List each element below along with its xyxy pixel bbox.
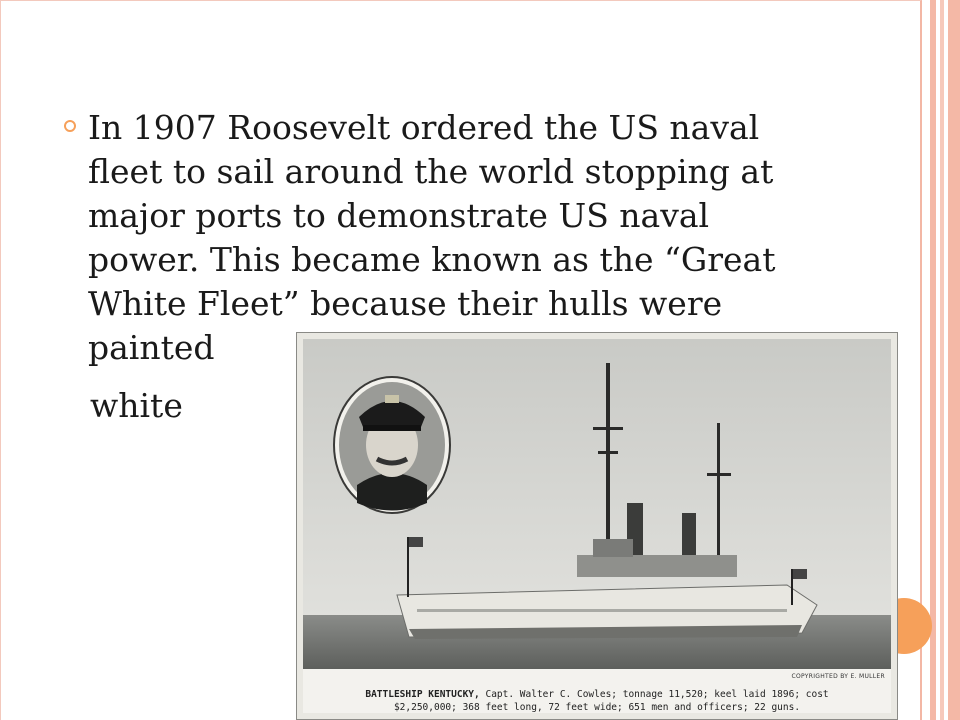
caption-ship-name: BATTLESHIP KENTUCKY,	[365, 689, 480, 700]
bullet-line: painted	[88, 328, 215, 367]
side-band	[930, 0, 936, 720]
bullet-text	[88, 106, 828, 370]
battleship-postcard-image	[296, 332, 898, 720]
side-band	[948, 0, 960, 720]
photo-caption-line	[297, 689, 897, 700]
battleship-photo	[297, 333, 897, 719]
bullet-line: In 1907 Roosevelt ordered the US naval	[88, 108, 760, 147]
bullet-line: power. This became known as the “Great	[88, 240, 776, 279]
photo-caption-line: $2,250,000; 368 feet long, 72 feet wide; 651 men and officers; 22 guns.	[393, 702, 801, 713]
bullet-line: major ports to demonstrate US naval	[88, 196, 710, 235]
bullet-item	[64, 106, 844, 370]
copyright-text: COPYRIGHTED BY E. MULLER	[791, 673, 885, 680]
bullet-line: White Fleet” because their hulls were	[88, 284, 723, 323]
side-band	[940, 0, 944, 720]
bullet-continuation: white	[90, 386, 183, 425]
bullet-icon	[64, 120, 76, 132]
bullet-line: fleet to sail around the world stopping at	[88, 152, 774, 191]
caption-details: Capt. Walter C. Cowles; tonnage 11,520; keel laid 1896; cost	[479, 689, 829, 700]
